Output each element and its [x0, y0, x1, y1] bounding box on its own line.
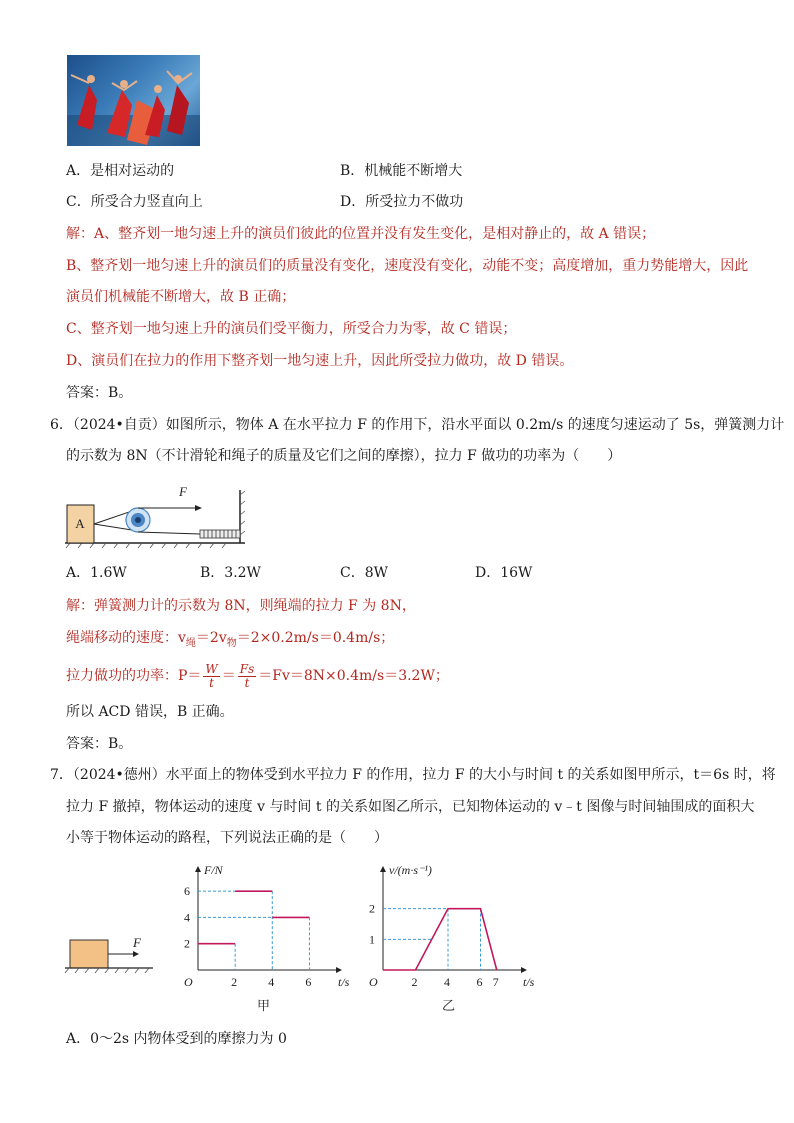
- q6-stem-line: 6．（2024•自贡）如图所示，物体 A 在水平拉力 F 的作用下，沿水平面以 0.2m/s 的速度匀速运动了 5s，弹簧测力计: [50, 417, 785, 433]
- q5-solution-line: D、演员们在拉力的作用下整齐划一地匀速上升，因此所受拉力做功，故 D 错误。: [66, 353, 574, 369]
- q6-velocity-line: 绳端移动的速度：$v_绳=2v_物=2\times 0.2m/s=0.4m/s$；: [66, 630, 395, 649]
- x-tick-label: 4: [268, 975, 275, 989]
- x-tick-label: 6: [476, 975, 483, 989]
- q7-stem-line: 7．（2024•德州）水平面上的物体受到水平拉力 F 的作用，拉力 F 的大小与时间 t 的关系如图甲所示，t＝6s 时，将: [50, 767, 776, 783]
- x-tick-label: 7: [492, 975, 499, 989]
- y-axis-arrow: [195, 866, 201, 872]
- x-axis-label: t/s: [523, 975, 535, 989]
- q6-power-line: 拉力做功的功率：P＝ $\frac{W}{t}$ ＝ $\frac{Fs}{t}$ ＝Fv＝8N×0.4m/s＝3.2W；: [66, 661, 449, 690]
- x-tick-label: 2: [411, 975, 418, 989]
- origin-label: O: [184, 975, 193, 989]
- block-a-label: A: [75, 516, 85, 531]
- q5-option-b: B．机械能不断增大: [340, 163, 463, 179]
- x-tick-label: 6: [305, 975, 312, 989]
- x-axis-label: t/s: [338, 975, 350, 989]
- dancers-photo: [67, 55, 200, 146]
- force-f-label: F: [179, 484, 187, 499]
- y-tick-label: 6: [184, 884, 190, 899]
- q5-solution-line: C、整齐划一地匀速上升的演员们受平衡力，所受合力为零，故 C 错误；: [66, 321, 517, 337]
- q6-option-d: D．16W: [475, 565, 533, 581]
- y-axis-label: F/N: [204, 863, 223, 877]
- dancers-illustration: [67, 55, 200, 146]
- q7-block-figure: [65, 930, 155, 975]
- q5-solution-line: 演员们机械能不断增大，故 B 正确；: [66, 289, 296, 305]
- y-axis-label: v/(m·s⁻¹): [389, 863, 432, 877]
- x-axis-arrow: [336, 967, 342, 973]
- chart-jia-f-vs-t: [170, 862, 350, 1017]
- x-tick-label: 4: [444, 975, 450, 989]
- q7-stem-line: 拉力 F 撤掉，物体运动的速度 v 与时间 t 的关系如图乙所示，已知物体运动的 v﹣t 图像与时间轴围成的面积大: [66, 799, 755, 815]
- y-tick-label: 4: [184, 910, 190, 925]
- q7-force-label: F: [133, 935, 141, 950]
- q5-option-c: C．所受合力竖直向上: [66, 194, 203, 210]
- y-tick-label: 2: [369, 901, 375, 916]
- q5-solution-line: 解：A、整齐划一地匀速上升的演员们彼此的位置并没有发生变化，是相对静止的，故 A 错误；: [66, 226, 656, 242]
- q6-option-b: B．3.2W: [200, 565, 261, 581]
- q5-option-d: D．所受拉力不做功: [340, 194, 464, 210]
- q6-option-c: C．8W: [340, 565, 389, 581]
- q7-stem-line: 小等于物体运动的路程，下列说法正确的是（ ）: [66, 830, 388, 846]
- x-tick-label: 2: [231, 975, 238, 989]
- q6-solution-line: 解：弹簧测力计的示数为 8N，则绳端的拉力 F 为 8N，: [66, 598, 416, 614]
- q5-answer: 答案：B。: [66, 385, 133, 401]
- y-axis-arrow: [380, 866, 386, 872]
- q6-stem-line: 的示数为 8N（不计滑轮和绳子的质量及它们之间的摩擦），拉力 F 做功的功率为（ ）: [66, 448, 622, 464]
- q7-block: [70, 940, 108, 968]
- q7-option-a: A．0～2s 内物体受到的摩擦力为 0: [66, 1031, 287, 1047]
- q6-answer: 答案：B。: [66, 736, 133, 752]
- y-tick-label: 1: [369, 932, 375, 947]
- chart-title: 乙: [442, 998, 456, 1013]
- q6-option-a: A．1.6W: [66, 565, 127, 581]
- x-axis-arrow: [521, 967, 527, 973]
- q5-option-a: A．是相对运动的: [66, 163, 175, 179]
- origin-label: O: [369, 975, 378, 989]
- q6-conclusion: 所以 ACD 错误，B 正确。: [66, 704, 234, 720]
- y-tick-label: 2: [184, 936, 190, 951]
- chart-yi-v-vs-t: [355, 862, 535, 1017]
- chart-title: 甲: [257, 998, 271, 1013]
- q6-pulley-figure: [60, 480, 250, 550]
- q5-solution-line: B、整齐划一地匀速上升的演员们的质量没有变化，速度没有变化，动能不变；高度增加，重力势能增大，因此: [66, 258, 749, 274]
